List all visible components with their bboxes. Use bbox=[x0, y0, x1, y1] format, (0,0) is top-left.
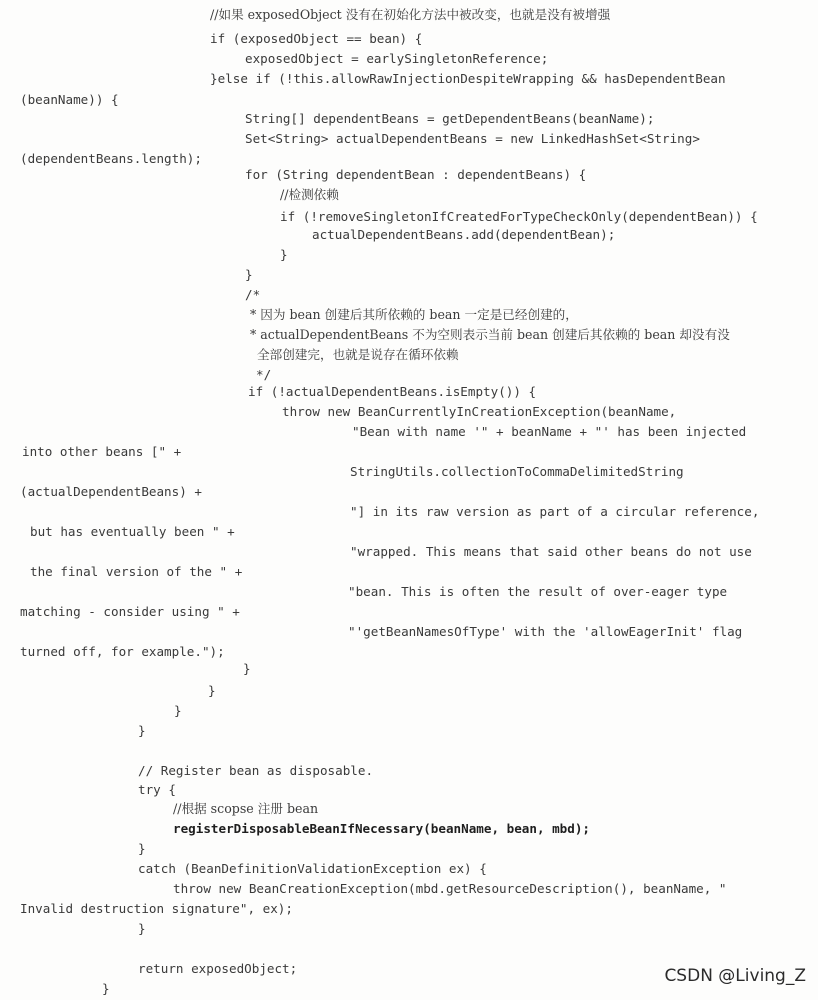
code-line: exposedObject = earlySingletonReference; bbox=[245, 51, 549, 66]
code-line: into other beans [" + bbox=[22, 444, 182, 459]
code-line: (beanName)) { bbox=[20, 92, 119, 107]
code-line: /* bbox=[245, 287, 261, 302]
code-line: StringUtils.collectionToCommaDelimitedString bbox=[350, 464, 684, 479]
code-line: the final version of the " + bbox=[30, 564, 243, 579]
code-line: //检测依赖 bbox=[280, 187, 339, 202]
code-line: catch (BeanDefinitionValidationException ex) { bbox=[138, 861, 487, 876]
code-line: String[] dependentBeans = getDependentBeans(beanName); bbox=[245, 111, 655, 126]
code-line: } bbox=[102, 981, 110, 996]
code-line: Set<String> actualDependentBeans = new LinkedHashSet<String> bbox=[245, 131, 700, 146]
code-line: if (!removeSingletonIfCreatedForTypeCheckOnly(dependentBean)) { bbox=[280, 209, 758, 224]
code-line: } bbox=[174, 703, 182, 718]
code-line: matching - consider using " + bbox=[20, 604, 240, 619]
code-line: //根据 scopse 注册 bean bbox=[173, 801, 319, 816]
watermark: CSDN @Living_Z bbox=[664, 966, 806, 986]
code-line: // Register bean as disposable. bbox=[138, 763, 374, 778]
code-line: registerDisposableBeanIfNecessary(beanName, bean, mbd); bbox=[173, 821, 591, 836]
code-line: return exposedObject; bbox=[138, 961, 298, 976]
code-line: turned off, for example."); bbox=[20, 644, 225, 659]
code-line: } bbox=[208, 683, 216, 698]
code-line: "'getBeanNamesOfType' with the 'allowEagerInit' flag bbox=[348, 624, 743, 639]
code-line: Invalid destruction signature", ex); bbox=[20, 901, 293, 916]
code-line: "bean. This is often the result of over-eager type bbox=[348, 584, 728, 599]
code-line: but has eventually been " + bbox=[30, 524, 235, 539]
code-line: "Bean with name '" + beanName + "' has been injected bbox=[352, 424, 747, 439]
code-line: if (!actualDependentBeans.isEmpty()) { bbox=[248, 384, 537, 399]
code-line: throw new BeanCurrentlyInCreationException(beanName, bbox=[282, 404, 677, 419]
code-line: * actualDependentBeans 不为空则表示当前 bean 创建后其依赖的 bean 却没有没 bbox=[250, 327, 730, 342]
code-line: if (exposedObject == bean) { bbox=[210, 31, 423, 46]
code-line: try { bbox=[138, 782, 176, 797]
code-line: } bbox=[280, 247, 288, 262]
code-line: //如果 exposedObject 没有在初始化方法中被改变，也就是没有被增强 bbox=[210, 7, 611, 22]
code-line: throw new BeanCreationException(mbd.getResourceDescription(), beanName, " bbox=[173, 881, 727, 896]
code-line: */ bbox=[256, 367, 272, 382]
code-line: * 因为 bean 创建后其所依赖的 bean 一定是已经创建的， bbox=[250, 307, 578, 322]
code-line: (dependentBeans.length); bbox=[20, 151, 202, 166]
code-line: } bbox=[138, 921, 146, 936]
code-line: "wrapped. This means that said other beans do not use bbox=[350, 544, 752, 559]
code-line: } bbox=[138, 723, 146, 738]
code-line: actualDependentBeans.add(dependentBean); bbox=[312, 227, 616, 242]
code-line: "] in its raw version as part of a circular reference, bbox=[350, 504, 760, 519]
code-line: 全部创建完，也就是说存在循环依赖 bbox=[257, 347, 459, 362]
code-line: } bbox=[245, 267, 253, 282]
code-line: for (String dependentBean : dependentBeans) { bbox=[245, 167, 587, 182]
code-line: } bbox=[138, 841, 146, 856]
code-line: }else if (!this.allowRawInjectionDespiteWrapping && hasDependentBean bbox=[210, 71, 726, 86]
code-line: } bbox=[243, 661, 251, 676]
code-line: (actualDependentBeans) + bbox=[20, 484, 202, 499]
